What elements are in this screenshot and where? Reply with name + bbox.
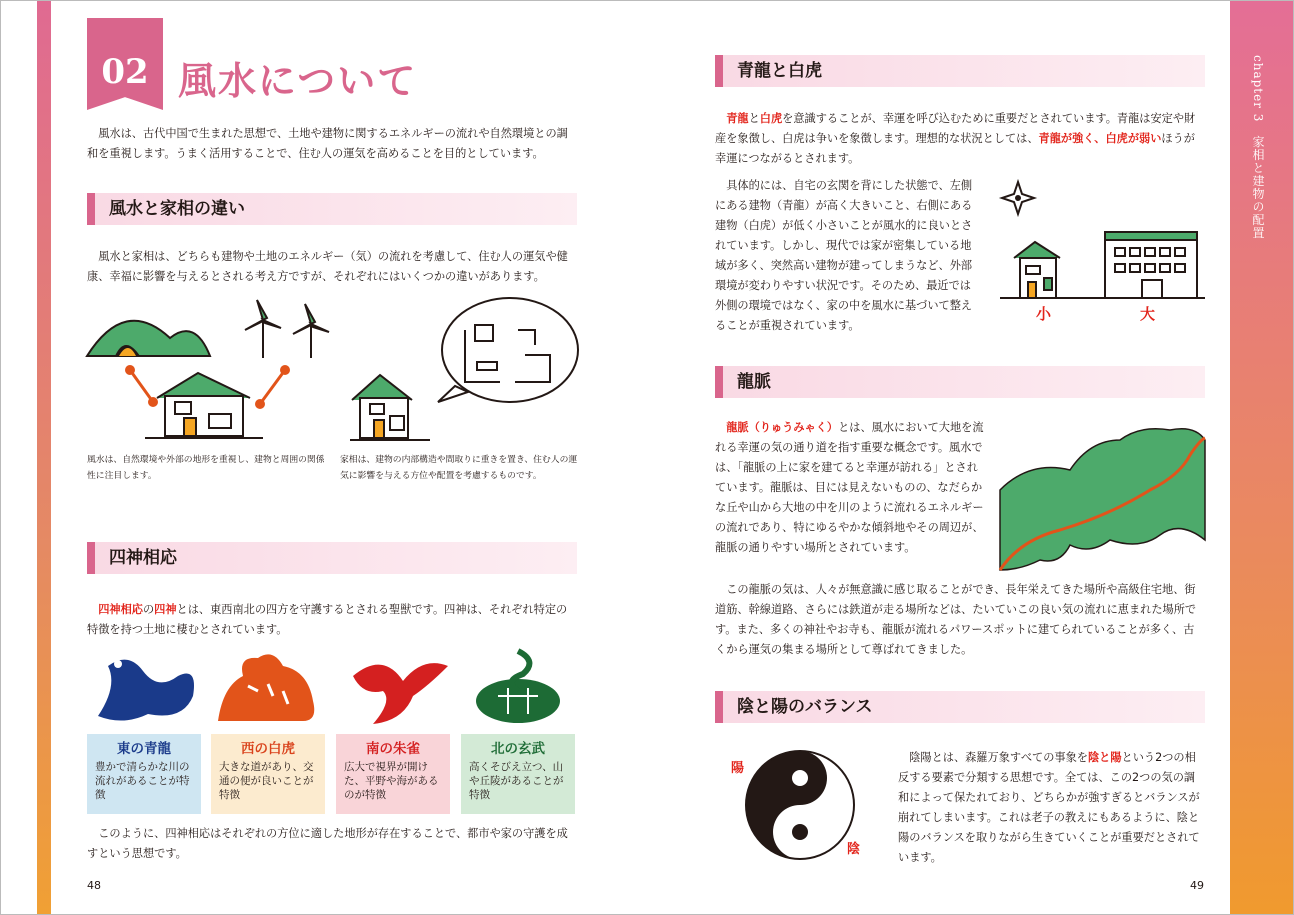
phoenix-icon: [353, 663, 448, 724]
fusui-illustration: [85, 298, 325, 448]
card-title: 北の玄武: [491, 741, 545, 757]
card-title: 東の青龍: [117, 741, 171, 757]
card-title: 西の白虎: [241, 741, 295, 757]
diff-text: 風水と家相は、どちらも建物や土地のエネルギー（気）の流れを考慮して、住む人の運気や健康、幸福に影響を与えるとされる考え方ですが、それぞれにはいくつかの違いがあります。: [87, 250, 568, 283]
chapter-number: 02: [101, 52, 149, 92]
compass-icon: [1002, 182, 1034, 214]
card-desc: 広大で視界が開けた、平野や海があるのが特徴: [344, 761, 439, 801]
card-suzaku: [336, 734, 450, 814]
card-genbu: [461, 734, 575, 814]
ryumyaku-text-1: 龍脈（りゅうみゃく）とは、風水において大地を流れる幸運の気の通り道を指す重要な概念です。風水では、「龍脈の上に家を建てると幸運が訪れる」とされています。龍脈は、目には見えないものの、なだらかな丘や山から大地の中を川のように流れるエネルギーの流れであり、特にゆるやかな傾斜地やその周辺が、龍脈の通りやすい場所とされています。: [715, 421, 984, 554]
tiger-icon: [218, 654, 314, 721]
card-byakko: [211, 734, 325, 814]
buildings-illustration: [1000, 180, 1210, 320]
heading-seiryu: 青龍と白虎: [715, 55, 1205, 87]
label-small: 小: [1036, 305, 1052, 323]
heading-inyo: 陰と陽のバランス: [715, 691, 1205, 723]
inyo-text: 陰陽とは、森羅万象すべての事象を陰と陽という2つの相反する要素で分類する思想です。全ては、この2つの気の調和によって保たれており、どちらかが強すぎるとバランスが崩れてしまいます。これは老子の教えにもあるように、陰と陽のバランスを取りながら生きていくことが重要だとされています。: [898, 751, 1200, 864]
label-yo: 陽: [731, 761, 745, 776]
intro-text: 風水は、古代中国で生まれた思想で、土地や建物に関するエネルギーの流れや自然環境との調和を重視します。うまく活用することで、住む人の運気を高めることを目的としています。: [87, 127, 568, 160]
map-illustration: [1000, 420, 1205, 570]
tortoise-icon: [476, 651, 560, 723]
label-large: 大: [1140, 305, 1156, 323]
shijin-text: 四神相応の四神とは、東西南北の四方を守護するとされる聖獣です。四神は、それぞれ特定の特徴を持つ土地に棲むとされています。: [87, 603, 568, 636]
card-desc: 豊かで清らかな川の流れがあることが特徴: [95, 761, 190, 801]
left-edge-band: [37, 0, 51, 915]
heading-shijin: 四神相応: [87, 542, 577, 574]
chapter-tab-label: chapter 3 家相と建物の配置: [1251, 55, 1265, 240]
caption-kaso: 家相は、建物の内部構造や間取りに重きを置き、住む人の運気に影響を与える方位や配置を考慮するものです。: [340, 455, 578, 481]
seiryu-text-2: 具体的には、自宅の玄関を背にした状態で、左側にある建物（青龍）が高く大きいこと、右側にある建物（白虎）が低く小さいことが風水的に良いとされています。しかし、現代では家が密集している地域が多く、突然高い建物が建ってしまうなど、外部環境が変わりやすい状況です。そのため、最近では外側の環境ではなく、家の中を風水に基づいて整えることが重視されています。: [715, 179, 973, 332]
shijin-conclusion: このように、四神相応はそれぞれの方位に適した地形が存在することで、都市や家の守護を成すという思想です。: [87, 827, 568, 860]
yin-yang-icon: [745, 750, 855, 860]
heading-diff: 風水と家相の違い: [87, 193, 577, 225]
ryumyaku-text-2: この龍脈の気は、人々が無意識に感じ取ることができ、長年栄えてきた場所や高級住宅地、街道筋、幹線道路、さらには鉄道が走る場所などは、たいていこの良い気の流れに恵まれた場所です。また、多くの神社やお寺も、龍脈が流れるパワースポットに建てられていることが多く、古くから運気の集まる場所として尊ばれてきました。: [715, 583, 1197, 656]
chapter-title: 風水について: [178, 58, 418, 103]
heading-ryumyaku: 龍脈: [715, 366, 1205, 398]
card-title: 南の朱雀: [366, 741, 420, 757]
kaso-illustration: [350, 300, 580, 450]
label-in: 陰: [847, 842, 861, 857]
four-gods-illustrations: [88, 646, 578, 728]
card-seiryu: [87, 734, 201, 814]
page-number-left: 48: [87, 879, 101, 892]
dragon-icon: [98, 660, 194, 721]
card-desc: 高くそびえ立つ、山や丘陵があることが特徴: [469, 761, 564, 801]
page-number-right: 49: [1190, 879, 1204, 892]
seiryu-text-1: 青龍と白虎を意識することが、幸運を呼び込むために重要だとされています。青龍は安定や財産を象徴し、白虎は争いを象徴します。理想的な状況としては、青龍が強く、白虎が弱いほうが幸運につながるとされます。: [715, 112, 1196, 165]
card-desc: 大きな道があり、交通の便が良いことが特徴: [219, 761, 314, 801]
caption-fusui: 風水は、自然環境や外部の地形を重視し、建物と周囲の関係性に注目します。: [87, 455, 325, 481]
